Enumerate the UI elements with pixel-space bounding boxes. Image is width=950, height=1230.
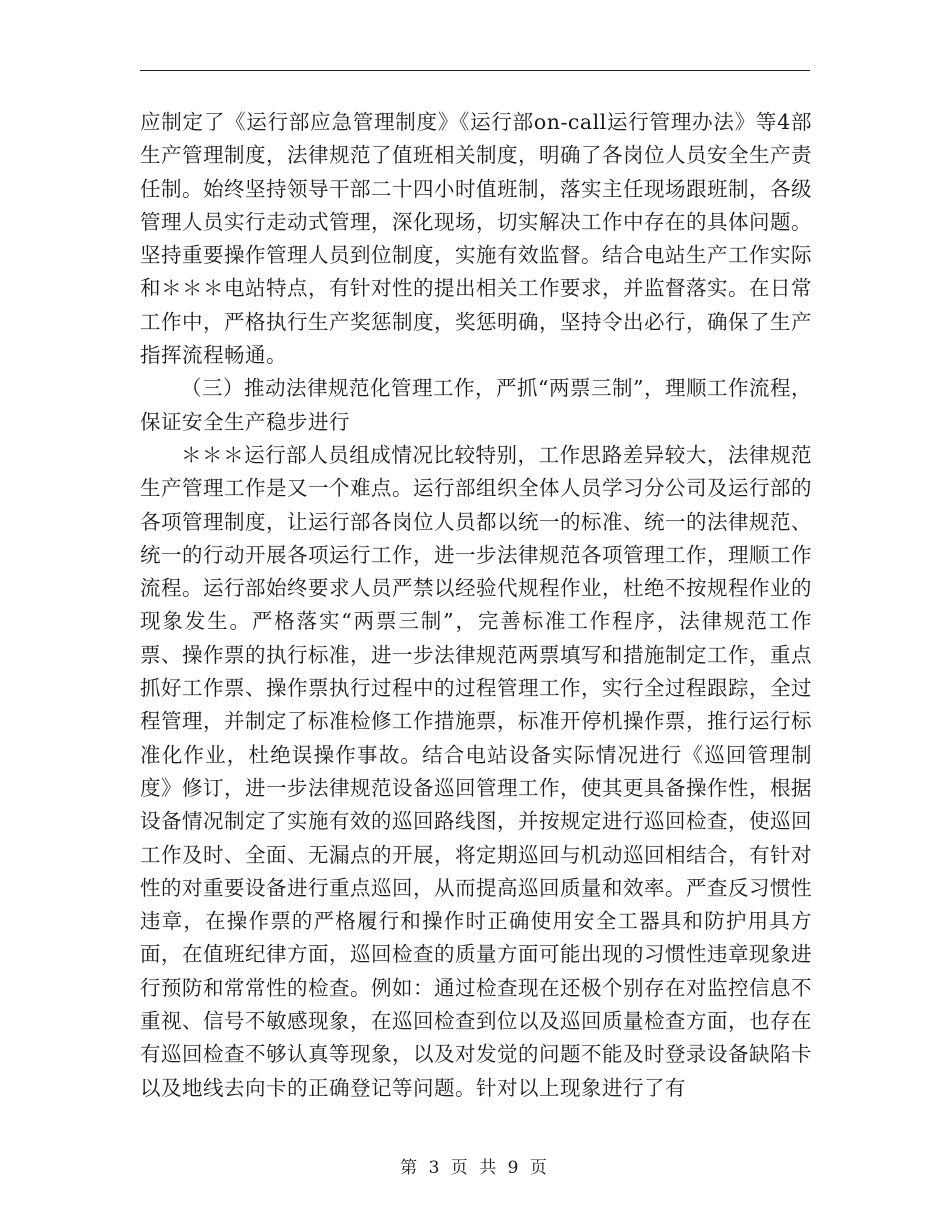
section-heading: （三）推动法律规范化管理工作，严抓“两票三制”，理顺工作流程，保证安全生产稳步进行	[140, 376, 812, 434]
paragraph-continued: 应制定了《运行部应急管理制度》《运行部on-call运行管理办法》等4部生产管理制度，法律规范了值班相关制度，明确了各岗位人员安全生产责任制。始终坚持领导干部二十四小时值班制，落实主任现场跟班制，各级管理人员实行走动式管理，深化现场，切实解决工作中存在的具体问题。坚持重要操作管理人员到位制度，实施有效监督。结合电站生产工作实际和＊＊＊电站特点，有针对性的提出相关工作要求，并监督落实。在日常工作中，严格执行生产奖惩制度，奖惩明确，坚持令出必行，确保了生产指挥流程畅通。	[140, 110, 812, 368]
page-number-footer: 第 3 页 共 9 页	[400, 1158, 550, 1178]
header-rule	[140, 70, 810, 71]
document-body	[140, 106, 812, 1105]
paragraph: ＊＊＊运行部人员组成情况比较特别，工作思路差异较大，法律规范生产管理工作是又一个难点。运行部组织全体人员学习分公司及运行部的各项管理制度，让运行部各岗位人员都以统一的标准、统一的法律规范、统一的行动开展各项运行工作，进一步法律规范各项管理工作，理顺工作流程。运行部始终要求人员严禁以经验代规程作业，杜绝不按规程作业的现象发生。严格落实“两票三制”，完善标准工作程序，法律规范工作票、操作票的执行标准，进一步法律规范两票填写和措施制定工作，重点抓好工作票、操作票执行过程中的过程管理工作，实行全过程跟踪，全过程管理，并制定了标准检修工作措施票，标准开停机操作票，推行运行标准化作业，杜绝误操作事故。结合电站设备实际情况进行《巡回管理制度》修订，进一步法律规范设备巡回管理工作，使其更具备操作性，根据设备情况制定了实施有效的巡回路线图，并按规定进行巡回检查，使巡回工作及时、全面、无漏点的开展，将定期巡回与机动巡回相结合，有针对性的对重要设备进行重点巡回，从而提高巡回质量和效率。严查反习惯性违章，在操作票的严格履行和操作时正确使用安全工器具和防护用具方面，在值班纪律方面，巡回检查的质量方面可能出现的习惯性违章现象进行预防和常常性的检查。例如：通过检查现在还极个别存在对监控信息不重视、信号不敏感现象，在巡回检查到位以及巡回质量检查方面，也存在有巡回检查不够认真等现象，以及对发觉的问题不能及时登录设备缺陷卡以及地线去向卡的正确登记等问题。针对以上现象进行了有	[140, 442, 812, 1100]
